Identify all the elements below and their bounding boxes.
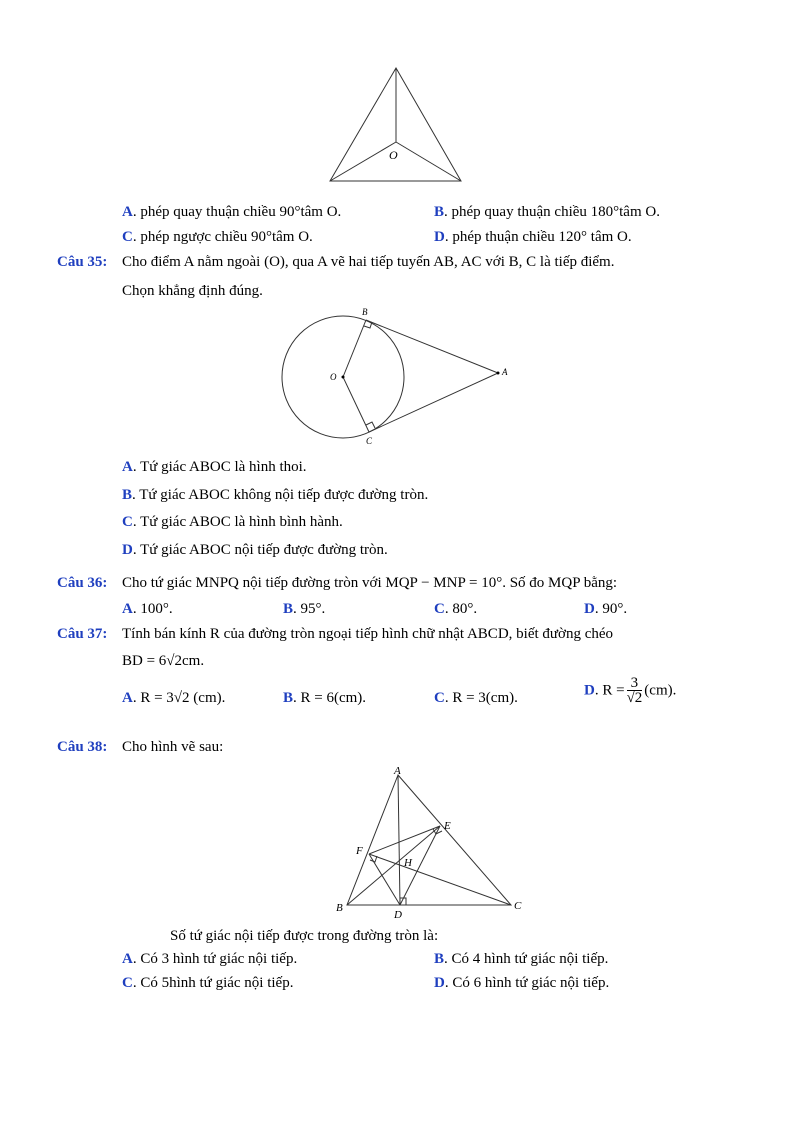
figure-tangents bbox=[280, 305, 512, 447]
q36-text: Cho tứ giác MNPQ nội tiếp đường tròn với MQP − MNP = 10°. Số đo MQP bằng: bbox=[122, 575, 618, 591]
fraction: $\frac{3}{√2}$ bbox=[626, 675, 643, 706]
segment-fe bbox=[369, 826, 440, 854]
triangle-abc bbox=[347, 775, 511, 905]
q34-option-c[interactable]: C. phép ngược chiều 90°tâm O. bbox=[122, 229, 313, 245]
q38-option-b[interactable]: B. Có 4 hình tứ giác nội tiếp. bbox=[434, 951, 609, 967]
q35-label: Câu 35: bbox=[57, 254, 108, 270]
q37-text: Tính bán kính R của đường tròn ngoại tiếp hình chữ nhật ABCD, biết đường chéo bbox=[122, 626, 614, 642]
q35-option-c[interactable]: C. Tứ giác ABOC là hình bình hành. bbox=[122, 514, 343, 530]
q35-option-d[interactable]: D. Tứ giác ABOC nội tiếp được đường tròn. bbox=[122, 542, 388, 558]
q35-text-2: Chọn khẳng định đúng. bbox=[122, 283, 263, 299]
q34-option-b[interactable]: B. phép quay thuận chiều 180°tâm O. bbox=[434, 204, 660, 220]
q38-text: Cho hình vẽ sau: bbox=[122, 739, 224, 755]
altitude-ad bbox=[398, 775, 400, 905]
label-c: C bbox=[366, 436, 373, 446]
point-o bbox=[342, 376, 345, 379]
q36-option-b[interactable]: B. 95°. bbox=[283, 601, 326, 617]
q38-label: Câu 38: bbox=[57, 739, 108, 755]
label-o: O bbox=[389, 148, 398, 162]
tangent-ac bbox=[369, 373, 498, 432]
q37-label: Câu 37: bbox=[57, 626, 108, 642]
label-o: O bbox=[330, 372, 337, 382]
altitude-cf bbox=[369, 854, 511, 905]
q38-option-d[interactable]: D. Có 6 hình tứ giác nội tiếp. bbox=[434, 975, 610, 991]
q37-option-c[interactable]: C. R = 3(cm). bbox=[434, 690, 518, 706]
label-a: A bbox=[502, 367, 508, 377]
q34-option-a[interactable]: A. phép quay thuận chiều 90°tâm O. bbox=[122, 204, 342, 220]
q38-option-a[interactable]: A. Có 3 hình tứ giác nội tiếp. bbox=[122, 951, 298, 967]
label-f: F bbox=[356, 845, 363, 857]
label-a: A bbox=[394, 765, 401, 777]
label-d: D bbox=[394, 909, 402, 921]
right-angle-c bbox=[366, 422, 375, 428]
label-e: E bbox=[444, 820, 451, 832]
altitude-be bbox=[347, 826, 440, 905]
figure-orthocenter bbox=[330, 762, 530, 924]
label-b: B bbox=[362, 307, 368, 317]
q35-text: Cho điểm A nằm ngoài (O), qua A vẽ hai tiếp tuyến AB, AC với B, C là tiếp điểm. bbox=[122, 254, 615, 270]
q36-option-d[interactable]: D. 90°. bbox=[584, 601, 628, 617]
q37-option-b[interactable]: B. R = 6(cm). bbox=[283, 690, 367, 706]
q36-option-c[interactable]: C. 80°. bbox=[434, 601, 478, 617]
q38-prompt: Số tứ giác nội tiếp được trong đường tròn là: bbox=[170, 928, 439, 944]
q38-option-c[interactable]: C. Có 5hình tứ giác nội tiếp. bbox=[122, 975, 294, 991]
label-h: H bbox=[404, 857, 412, 869]
label-c: C bbox=[514, 900, 522, 912]
q34-option-d[interactable]: D. phép thuận chiều 120° tâm O. bbox=[434, 229, 632, 245]
figure-triangle-center bbox=[326, 64, 466, 188]
q37-text-2: BD = 6√2cm. bbox=[122, 653, 205, 669]
segment-o-to-right bbox=[396, 142, 461, 181]
q37-option-d[interactable]: D. R = $\frac{3}{√2}$ (cm). bbox=[584, 675, 677, 706]
q36-option-a[interactable]: A. 100°. bbox=[122, 601, 173, 617]
q35-option-b[interactable]: B. Tứ giác ABOC không nội tiếp được đường tròn. bbox=[122, 487, 429, 503]
segment-ob bbox=[343, 320, 366, 377]
segment-o-to-left bbox=[330, 142, 396, 181]
tangent-ab bbox=[366, 320, 498, 373]
segment-oc bbox=[343, 377, 369, 432]
label-b: B bbox=[336, 902, 343, 914]
point-a bbox=[497, 372, 500, 375]
q37-option-a[interactable]: A. R = 3√2 (cm). bbox=[122, 690, 226, 706]
q35-option-a[interactable]: A. Tứ giác ABOC là hình thoi. bbox=[122, 459, 307, 475]
q36-label: Câu 36: bbox=[57, 575, 108, 591]
